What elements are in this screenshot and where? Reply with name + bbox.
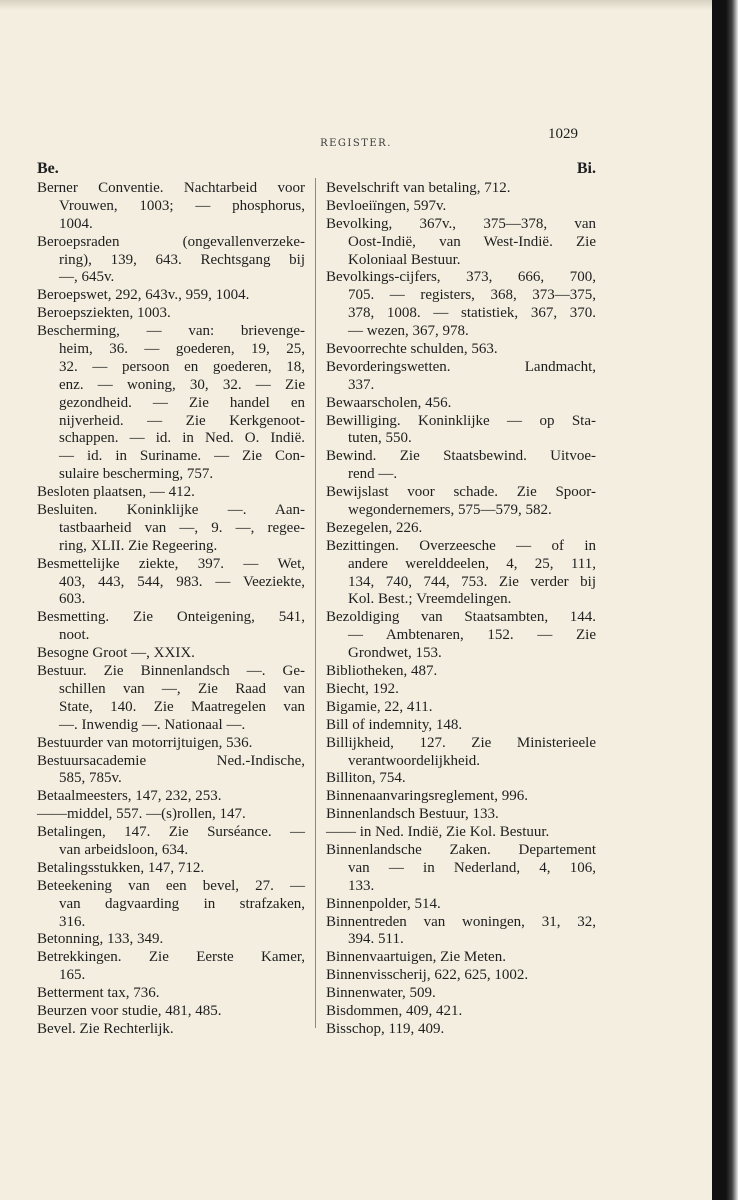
index-entry bbox=[326, 1021, 596, 1039]
index-entry bbox=[37, 287, 305, 305]
index-entry-line: Bevolking, 367v., 375—378, van bbox=[326, 215, 596, 232]
index-entry-line: Beroepswet, 292, 643v., 959, 1004. bbox=[37, 287, 250, 304]
index-entry-line: nijverheid. — Zie Kerkgenoot- bbox=[59, 412, 305, 429]
column-divider bbox=[315, 178, 316, 1028]
index-entry-line: Bestuurder van motorrijtuigen, 536. bbox=[37, 734, 253, 751]
index-entry-line: Billijkheid, 127. Zie Ministerieele bbox=[326, 734, 596, 751]
left-entry-list bbox=[37, 180, 305, 1039]
index-entry-line: Bestuursacademie Ned.-Indische, bbox=[37, 752, 305, 769]
index-entry-line: schillen van —, Zie Raad van bbox=[59, 680, 305, 697]
index-entry bbox=[326, 770, 596, 788]
index-entry bbox=[37, 645, 305, 663]
index-entry-line: Betonning, 133, 349. bbox=[37, 931, 164, 948]
index-entry-line: Bigamie, 22, 411. bbox=[326, 698, 433, 715]
index-entry-line: Betaalmeesters, 147, 232, 253. bbox=[37, 788, 222, 805]
index-entry-line: —— in Ned. Indië, Zie Kol. Bestuur. bbox=[326, 824, 550, 841]
index-entry-line: Bescherming, — van: brievenge- bbox=[37, 323, 305, 340]
index-entry-line: Binnenvaartuigen, Zie Meten. bbox=[326, 949, 506, 966]
index-entry-line: — id. in Suriname. — Zie Con- bbox=[59, 448, 305, 465]
index-entry bbox=[326, 180, 596, 198]
index-entry-line: Beroepsziekten, 1003. bbox=[37, 305, 171, 322]
index-entry-line: Beroepsraden (ongevallenverzeke- bbox=[37, 233, 305, 250]
index-entry-line: Koloniaal Bestuur. bbox=[348, 251, 461, 268]
index-entry-line: 133. bbox=[348, 877, 375, 894]
index-entry bbox=[326, 967, 596, 985]
index-entry-line: Bezittingen. Overzeesche — of in bbox=[326, 537, 596, 554]
running-title: REGISTER. bbox=[320, 138, 392, 149]
index-entry bbox=[326, 609, 596, 663]
index-entry bbox=[37, 806, 305, 824]
index-entry-line: van — in Nederland, 4, 106, bbox=[348, 859, 596, 876]
index-entry-line: heim, 36. — goederen, 19, 25, bbox=[59, 341, 305, 358]
index-entry bbox=[37, 663, 305, 735]
index-entry bbox=[326, 735, 596, 771]
index-entry-line: Bezoldiging van Staatsambten, 144. bbox=[326, 609, 596, 626]
index-entry bbox=[326, 842, 596, 896]
index-entry-line: Besmetting. Zie Onteigening, 541, bbox=[37, 609, 305, 626]
index-entry-line: 585, 785v. bbox=[59, 770, 122, 787]
index-entry-line: Bewilliging. Koninklijke — op Sta- bbox=[326, 412, 596, 429]
index-entry bbox=[326, 413, 596, 449]
index-entry-line: wegondernemers, 575—579, 582. bbox=[348, 502, 552, 519]
index-entry-line: Bevel. Zie Rechterlijk. bbox=[37, 1020, 174, 1037]
index-entry bbox=[37, 985, 305, 1003]
index-entry-line: Betterment tax, 736. bbox=[37, 985, 160, 1002]
index-entry-line: noot. bbox=[59, 627, 90, 644]
index-entry bbox=[37, 305, 305, 323]
index-entry-line: 705. — registers, 368, 373—375, bbox=[348, 287, 596, 304]
index-entry-line: tastbaarheid van —, 9. —, regee- bbox=[59, 519, 305, 536]
index-entry bbox=[37, 735, 305, 753]
index-entry-line: 378, 1008. — statistiek, 367, 370. bbox=[348, 305, 596, 322]
index-entry-line: Bewind. Zie Staatsbewind. Uitvoe- bbox=[326, 448, 596, 465]
index-entry bbox=[37, 949, 305, 985]
index-entry-line: Grondwet, 153. bbox=[348, 645, 442, 662]
index-entry-line: Betrekkingen. Zie Eerste Kamer, bbox=[37, 949, 305, 966]
index-entry-line: Bevoorrechte schulden, 563. bbox=[326, 341, 498, 358]
index-entry bbox=[326, 1003, 596, 1021]
index-entry-line: Bisdommen, 409, 421. bbox=[326, 1002, 463, 1019]
index-entry-line: verantwoordelijkheid. bbox=[348, 752, 481, 769]
index-entry-line: Bewaarscholen, 456. bbox=[326, 394, 452, 411]
index-entry-line: andere werelddeelen, 4, 25, 111, bbox=[348, 555, 596, 572]
index-entry-line: Bestuur. Zie Binnenlandsch —. Ge- bbox=[37, 663, 305, 680]
index-entry bbox=[37, 323, 305, 484]
index-entry bbox=[326, 269, 596, 341]
index-entry bbox=[37, 1021, 305, 1039]
index-entry bbox=[37, 753, 305, 789]
index-entry-line: —, 645v. bbox=[59, 269, 115, 286]
index-entry-line: Besogne Groot —, XXIX. bbox=[37, 645, 195, 662]
index-entry bbox=[326, 717, 596, 735]
index-entry-line: 1004. bbox=[59, 215, 93, 232]
index-entry-line: Bevolkings-cijfers, 373, 666, 700, bbox=[326, 269, 596, 286]
index-entry-line: Bill of indemnity, 148. bbox=[326, 716, 463, 733]
index-entry bbox=[326, 824, 596, 842]
index-entry-line: enz. — woning, 30, 32. — Zie bbox=[59, 376, 305, 393]
right-column bbox=[326, 158, 596, 1039]
index-entry-line: Berner Conventie. Nachtarbeid voor bbox=[37, 180, 305, 196]
index-entry-line: sulaire bescherming, 757. bbox=[59, 466, 214, 483]
index-entry-line: Binnentreden van woningen, 31, 32, bbox=[326, 913, 596, 930]
index-entry-line: 165. bbox=[59, 967, 86, 984]
index-entry-line: Besmettelijke ziekte, 397. — Wet, bbox=[37, 555, 305, 572]
index-entry bbox=[37, 234, 305, 288]
right-entry-list bbox=[326, 180, 596, 1039]
index-entry bbox=[326, 806, 596, 824]
index-entry bbox=[326, 663, 596, 681]
index-entry bbox=[37, 931, 305, 949]
index-entry bbox=[326, 896, 596, 914]
index-entry bbox=[37, 788, 305, 806]
index-entry-line: Binnenpolder, 514. bbox=[326, 895, 441, 912]
index-entry-line: Bevelschrift van betaling, 712. bbox=[326, 180, 511, 196]
index-entry bbox=[37, 609, 305, 645]
index-entry-line: tuten, 550. bbox=[348, 430, 412, 447]
index-entry-line: van dagvaarding in strafzaken, bbox=[59, 895, 305, 912]
index-entry-line: Binnenaanvaringsreglement, 996. bbox=[326, 788, 529, 805]
index-entry-line: Bezegelen, 226. bbox=[326, 519, 423, 536]
book-edge bbox=[712, 0, 738, 1200]
index-entry-line: rend —. bbox=[348, 466, 398, 483]
index-entry-line: van arbeidsloon, 634. bbox=[59, 841, 189, 858]
index-entry bbox=[37, 824, 305, 860]
index-entry-line: Bevorderingswetten. Landmacht, bbox=[326, 358, 596, 375]
index-entry-line: 316. bbox=[59, 913, 86, 930]
left-column bbox=[37, 158, 305, 1039]
index-entry bbox=[326, 914, 596, 950]
index-entry bbox=[37, 484, 305, 502]
index-entry-line: 134, 740, 744, 753. Zie verder bij bbox=[348, 573, 596, 590]
index-entry bbox=[326, 681, 596, 699]
index-entry-line: Binnenlandsche Zaken. Departement bbox=[326, 841, 596, 858]
index-entry bbox=[326, 359, 596, 395]
section-heading-left: Be. bbox=[37, 160, 59, 177]
index-entry bbox=[326, 484, 596, 520]
index-entry-line: Bewijslast voor schade. Zie Spoor- bbox=[326, 484, 596, 501]
index-entry bbox=[37, 878, 305, 932]
index-entry bbox=[37, 1003, 305, 1021]
index-entry bbox=[326, 198, 596, 216]
index-entry-line: Bisschop, 119, 409. bbox=[326, 1020, 445, 1037]
index-entry-line: 403, 443, 544, 983. — Veeziekte, bbox=[59, 573, 305, 590]
index-entry bbox=[37, 556, 305, 610]
index-entry-line: Binnenlandsch Bestuur, 133. bbox=[326, 806, 499, 823]
index-entry bbox=[326, 985, 596, 1003]
index-entry-line: Besluiten. Koninklijke —. Aan- bbox=[37, 502, 305, 519]
index-entry-line: 32. — persoon en goederen, 18, bbox=[59, 358, 305, 375]
index-entry bbox=[37, 502, 305, 556]
index-entry-line: — wezen, 367, 978. bbox=[348, 323, 469, 340]
index-entry-line: State, 140. Zie Maatregelen van bbox=[59, 698, 305, 715]
page-top-shadow bbox=[0, 0, 712, 10]
index-entry bbox=[326, 395, 596, 413]
index-entry bbox=[37, 180, 305, 234]
index-entry-line: ring), 139, 643. Rechtsgang bij bbox=[59, 251, 305, 268]
index-entry bbox=[326, 520, 596, 538]
page-number: 1029 bbox=[548, 126, 578, 142]
index-entry-line: 337. bbox=[348, 376, 375, 393]
index-entry-line: Beurzen voor studie, 481, 485. bbox=[37, 1002, 222, 1019]
index-entry-line: Biecht, 192. bbox=[326, 680, 399, 697]
index-entry-line: Binnenwater, 509. bbox=[326, 985, 436, 1002]
index-entry-line: Bibliotheken, 487. bbox=[326, 663, 438, 680]
index-entry-line: 394. 511. bbox=[348, 931, 404, 948]
index-entry-line: Betalingen, 147. Zie Surséance. — bbox=[37, 824, 305, 841]
index-entry-line: Bevloeiïngen, 597v. bbox=[326, 197, 447, 214]
index-entry-line: Billiton, 754. bbox=[326, 770, 406, 787]
index-entry-line: schappen. — id. in Ned. O. Indië. bbox=[59, 430, 305, 447]
index-entry-line: Oost-Indië, van West-Indië. Zie bbox=[348, 233, 596, 250]
index-entry bbox=[326, 448, 596, 484]
index-entry-line: — Ambtenaren, 152. — Zie bbox=[348, 627, 596, 644]
index-entry-line: Beteekening van een bevel, 27. — bbox=[37, 877, 305, 894]
index-entry bbox=[326, 699, 596, 717]
index-entry-line: Vrouwen, 1003; — phosphorus, bbox=[59, 197, 305, 214]
index-entry bbox=[326, 341, 596, 359]
index-entry-line: ring, XLII. Zie Regeering. bbox=[59, 537, 218, 554]
index-entry bbox=[326, 538, 596, 610]
index-entry-line: ——middel, 557. —(s)rollen, 147. bbox=[37, 806, 246, 823]
index-entry-line: Kol. Best.; Vreemdelingen. bbox=[348, 591, 512, 608]
index-entry-line: —. Inwendig —. Nationaal —. bbox=[59, 716, 246, 733]
index-entry bbox=[37, 860, 305, 878]
index-entry-line: 603. bbox=[59, 591, 86, 608]
index-entry-line: Betalingsstukken, 147, 712. bbox=[37, 859, 205, 876]
index-entry-line: Besloten plaatsen, — 412. bbox=[37, 484, 195, 501]
index-entry bbox=[326, 788, 596, 806]
index-entry-line: gezondheid. — Zie handel en bbox=[59, 394, 305, 411]
index-entry bbox=[326, 949, 596, 967]
index-entry-line: Binnenvisscherij, 622, 625, 1002. bbox=[326, 967, 529, 984]
section-heading-right: Bi. bbox=[576, 160, 596, 177]
index-entry bbox=[326, 216, 596, 270]
